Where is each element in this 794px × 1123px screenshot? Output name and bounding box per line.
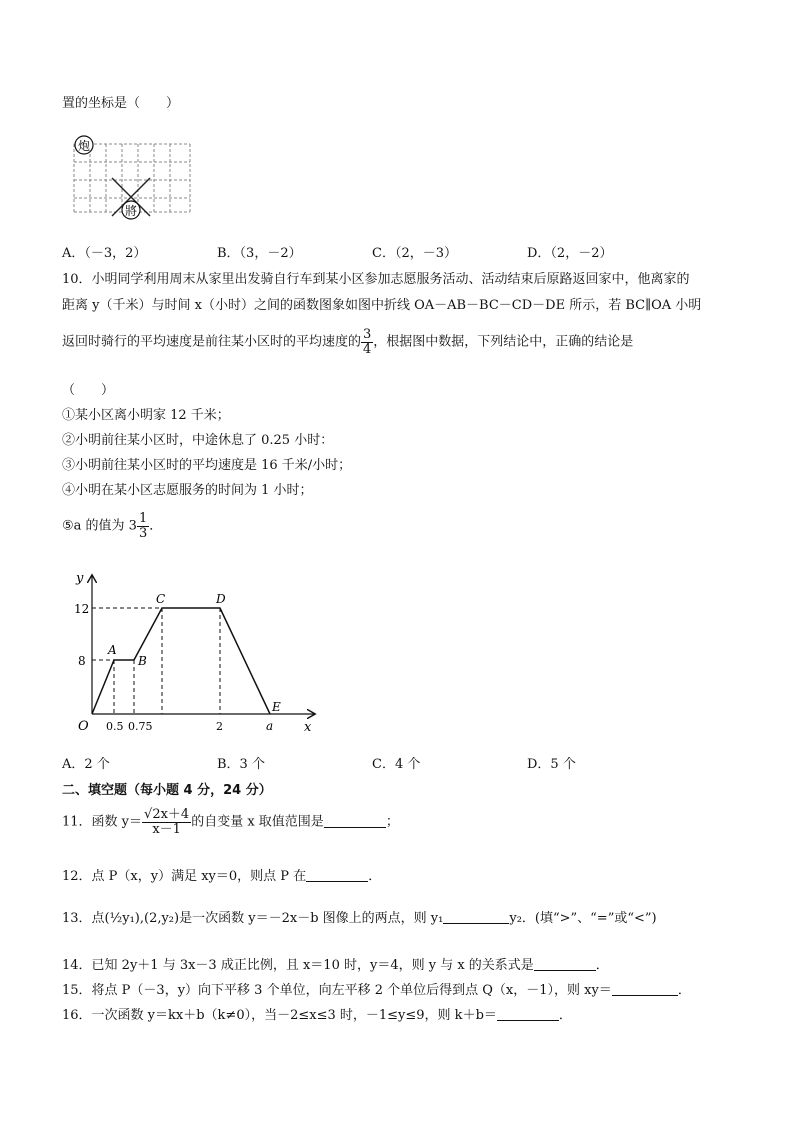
xtick-0-75: 0.75 [128, 720, 153, 733]
q11-fraction [142, 808, 191, 836]
q11-b: 的自变量 x 取值范围是 [191, 814, 324, 830]
ytick-8: 8 [78, 654, 86, 668]
q10-choices [62, 753, 682, 772]
point-c-label: C [156, 592, 166, 606]
frac-num: 3 [363, 327, 372, 342]
q10-statement-5 [62, 512, 162, 540]
q10-line-4: （ ） [62, 383, 115, 398]
q13 [62, 907, 657, 926]
q11-denominator: x－1 [152, 821, 181, 837]
q11-a: 11．函数 y＝ [62, 814, 143, 830]
q13-point-1: (½y₁) [104, 911, 140, 926]
q11-numerator: √2x＋4 [144, 807, 190, 822]
frac-den: 4 [363, 341, 372, 357]
q16-answer-blank[interactable] [497, 1008, 559, 1021]
q13-a: 13．点 [62, 911, 105, 926]
distance-time-graph [66, 566, 336, 736]
q16-b: ． [558, 1008, 572, 1023]
q10-line-3 [62, 328, 633, 356]
q10-choice-b: B．3 个 [217, 757, 265, 772]
q9-stem-tail: 置的坐标是（ ） [62, 96, 180, 111]
q10-statement-4: ④小明在某小区志愿服务的时间为 1 小时； [62, 483, 313, 498]
q14-b: ． [595, 958, 609, 973]
origin-label: O [78, 719, 89, 734]
q13-point-2: ,(2,y₂) [139, 911, 180, 926]
q10-s5-b: ． [149, 518, 163, 534]
q14-a: 14．已知 2y＋1 与 3x－3 成正比例，且 x＝10 时，y＝4，则 y 与 x 的关系式是 [62, 958, 534, 973]
distance-polyline [92, 608, 270, 714]
q9-choices [62, 242, 682, 261]
q15 [62, 979, 691, 998]
xtick-0-5: 0.5 [106, 720, 124, 733]
q11-c: ； [385, 814, 399, 830]
q12-b: ． [368, 869, 382, 884]
q9-choice-b: B．（3，－2） [217, 246, 302, 261]
q9-choice-a: A．（－3，2） [62, 246, 147, 261]
point-b-label: B [138, 654, 147, 668]
q12 [62, 865, 381, 884]
point-a-label: A [108, 643, 117, 657]
q14-answer-blank[interactable] [534, 958, 596, 971]
q9-choice-c: C．（2，－3） [372, 246, 457, 261]
ytick-12: 12 [74, 602, 90, 616]
piece-pao: 炮 [77, 139, 91, 153]
q11-answer-blank[interactable] [324, 815, 386, 828]
point-e-label: E [272, 700, 281, 714]
q16-a: 16．一次函数 y＝kx＋b（k≠0），当－2≤x≤3 时，－1≤y≤9，则 k＋b＝ [62, 1008, 497, 1023]
xtick-a: a [266, 719, 274, 733]
piece-jiang: 將 [124, 204, 138, 218]
q16 [62, 1004, 572, 1023]
section-2-title: 二、填空题（每小题 4 分，24 分） [62, 783, 272, 798]
q10-line-3-a: 返回时骑行的平均速度是前往某小区时的平均速度的 [62, 334, 362, 350]
q10-line-3-b: ，根据图中数据，下列结论中，正确的结论是 [373, 334, 634, 350]
q10-choice-d: D．5 个 [527, 757, 576, 772]
q10-statement-3: ③小明前往某小区时的平均速度是 16 千米/小时； [62, 458, 352, 473]
q13-answer-blank[interactable] [443, 911, 509, 924]
q10-statement-1: ①某小区离小明家 12 千米； [62, 408, 230, 423]
q13-b: 是一次函数 y＝－2x－b 图像上的两点，则 y₁ [179, 911, 444, 926]
xtick-2: 2 [216, 720, 223, 733]
q12-answer-blank[interactable] [306, 869, 368, 882]
q10-s5-a: ⑤a 的值为 3 [62, 518, 137, 534]
q10-line-2: 距离 y（千米）与时间 x（小时）之间的函数图象如图中折线 OA－AB－BC－CD－DE 所示，若 BC∥OA 小明 [62, 298, 702, 313]
q10-choice-c: C．4 个 [372, 757, 421, 772]
q10-statement-2: ②小明前往某小区时，中途休息了 0.25 小时： [62, 433, 334, 448]
frac-den: 3 [138, 525, 148, 541]
q11 [62, 808, 399, 836]
x-axis-label: x [304, 720, 312, 735]
chessboard-figure [66, 132, 196, 222]
frac-num: 1 [138, 511, 148, 526]
fraction-three-quarters [361, 328, 373, 356]
fraction-one-third [137, 512, 149, 540]
q13-c: y₂．(填“>”、“=”或“<”) [509, 911, 657, 926]
q15-a: 15．将点 P（－3，y）向下平移 3 个单位，向左平移 2 个单位后得到点 Q（x，－1），则 xy＝ [62, 983, 612, 998]
point-d-label: D [216, 592, 226, 606]
y-axis-label: y [76, 571, 84, 586]
q9-choice-d: D．（2，－2） [527, 246, 613, 261]
q10-line-1: 10．小明同学利用周末从家里出发骑自行车到某小区参加志愿服务活动、活动结束后原路返回家中，他离家的 [62, 272, 690, 287]
q14 [62, 954, 609, 973]
q15-answer-blank[interactable] [612, 983, 678, 996]
q15-b: ． [677, 983, 691, 998]
q10-choice-a: A．2 个 [62, 757, 110, 772]
q12-a: 12．点 P（x，y）满足 xy＝0，则点 P 在 [62, 869, 307, 884]
